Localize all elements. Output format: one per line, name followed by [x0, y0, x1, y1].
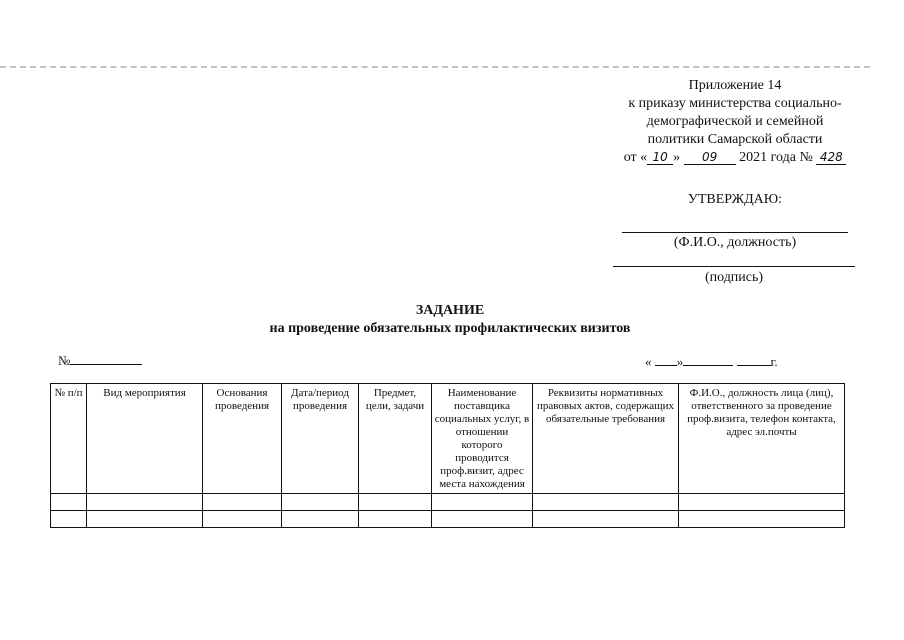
table-cell[interactable] — [432, 511, 533, 528]
col-header-subject: Предмет, цели, задачи — [359, 384, 432, 494]
col-header-provider: Наименование поставщика социальных услуг, в отношении которого проводится проф.визит, адрес места нахождения — [432, 384, 533, 494]
title-main: ЗАДАНИЕ — [415, 303, 485, 318]
table-cell[interactable] — [203, 494, 282, 511]
table-cell[interactable] — [432, 494, 533, 511]
table-cell[interactable] — [359, 511, 432, 528]
task-number-field — [58, 352, 142, 369]
col-header-grounds: Основания проведения — [203, 384, 282, 494]
appendix-date-line — [600, 149, 870, 167]
scan-top-artifact — [0, 66, 870, 70]
date-day-handwritten: 10 — [647, 150, 673, 165]
appendix-number: Приложение 14 — [688, 78, 782, 93]
table-row — [51, 494, 845, 511]
date-year: 2021 года № — [739, 150, 813, 165]
table-cell[interactable] — [679, 494, 845, 511]
approval-heading: УТВЕРЖДАЮ: — [687, 192, 783, 207]
document-title — [200, 302, 700, 338]
task-date-close-quote: » — [676, 354, 684, 369]
title-sub: на проведение обязательных профилактических визитов — [269, 321, 631, 336]
name-position-line — [622, 232, 848, 233]
date-month-handwritten: 09 — [684, 150, 736, 165]
table-cell[interactable] — [51, 511, 87, 528]
col-header-responsible: Ф.И.О., должность лица (лиц), ответственного за проведение проф.визита, телефон контакта, адрес эл.почты — [679, 384, 845, 494]
col-header-number: № п/п — [51, 384, 87, 494]
appendix-order-line: к приказу министерства социально- — [628, 96, 842, 111]
signature-label: (подпись) — [704, 270, 764, 285]
visits-table — [50, 383, 845, 528]
table-cell[interactable] — [51, 494, 87, 511]
table-cell[interactable] — [282, 511, 359, 528]
task-date-field — [645, 354, 778, 370]
task-date-month-blank — [683, 354, 733, 366]
col-header-legal-acts: Реквизиты нормативных правовых актов, содержащих обязательные требования — [533, 384, 679, 494]
table-cell[interactable] — [87, 511, 203, 528]
task-number-blank — [70, 352, 142, 365]
appendix-ministry-line: демографической и семейной — [646, 114, 824, 129]
table-cell[interactable] — [203, 511, 282, 528]
col-header-event-type: Вид мероприятия — [87, 384, 203, 494]
date-quote: » — [673, 150, 681, 165]
appendix-block — [600, 77, 870, 167]
table-cell[interactable] — [533, 511, 679, 528]
signature-line — [613, 266, 855, 267]
order-number-handwritten: 428 — [816, 150, 846, 165]
task-number-label: № — [58, 353, 71, 368]
date-prefix: от « — [623, 150, 648, 165]
task-date-day-blank — [655, 354, 677, 366]
task-date-year-suffix: г. — [770, 354, 778, 369]
table-cell[interactable] — [533, 494, 679, 511]
appendix-region-line: политики Самарской области — [647, 132, 823, 147]
task-date-year-blank — [737, 354, 771, 366]
table-cell[interactable] — [359, 494, 432, 511]
table-cell[interactable] — [87, 494, 203, 511]
name-position-label: (Ф.И.О., должность) — [673, 235, 797, 250]
table-cell[interactable] — [282, 494, 359, 511]
task-date-open-quote: « — [645, 354, 652, 369]
table-cell[interactable] — [679, 511, 845, 528]
table-row — [51, 511, 845, 528]
col-header-date-period: Дата/период проведения — [282, 384, 359, 494]
table-header-row — [51, 384, 845, 494]
